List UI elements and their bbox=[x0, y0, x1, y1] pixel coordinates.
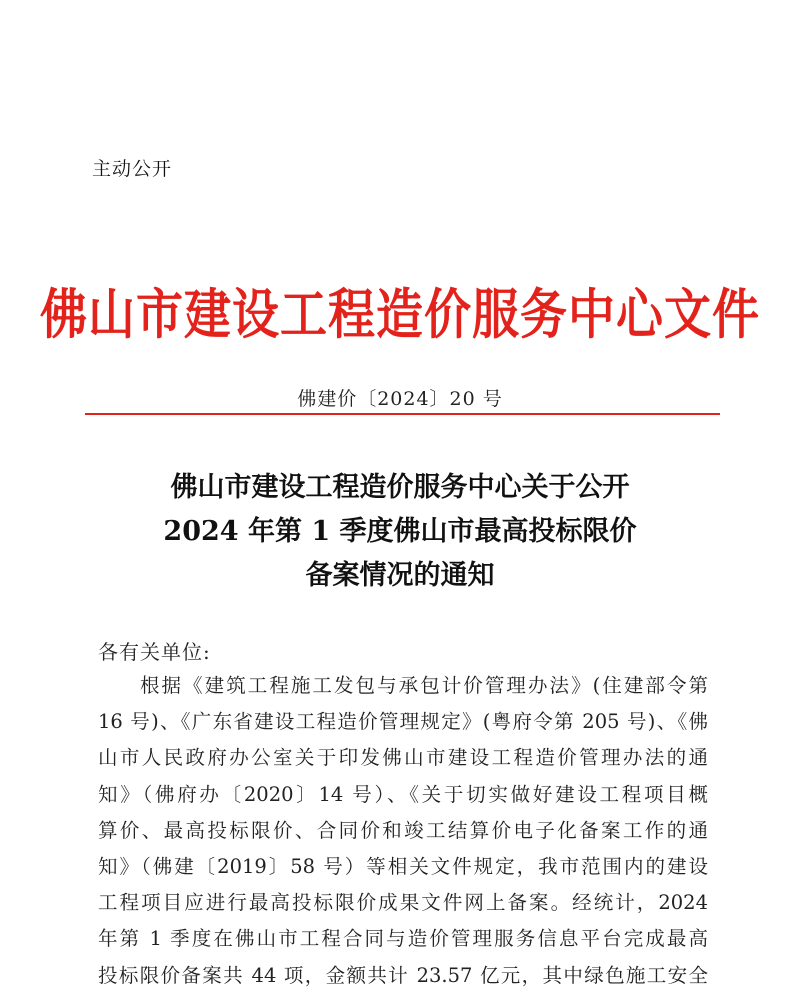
disclosure-label: 主动公开 bbox=[92, 158, 173, 180]
issuer-heading: 佛山市建设工程造价服务中心文件 bbox=[40, 283, 760, 347]
red-divider-line bbox=[85, 413, 720, 415]
notice-title-line: 佛山市建设工程造价服务中心关于公开 bbox=[170, 472, 630, 503]
notice-title-line: 2024 年第 1 季度佛山市最高投标限价 bbox=[163, 516, 637, 547]
body-line: 16 号)、《广东省建设工程造价管理规定》(粤府令第 205 号)、《佛 bbox=[98, 710, 708, 734]
body-line: 知》（佛府办〔2020〕14 号）、《关于切实做好建设工程项目概 bbox=[98, 782, 708, 806]
body-text bbox=[98, 668, 708, 994]
body-line: 山市人民政府办公室关于印发佛山市建设工程造价管理办法的通 bbox=[98, 746, 708, 770]
notice-title-line: 备案情况的通知 bbox=[305, 560, 495, 591]
body-line: 知》（佛建〔2019〕58 号）等相关文件规定，我市范围内的建设 bbox=[98, 854, 708, 878]
body-line: 投标限价备案共 44 项，金额共计 23.57 亿元，其中绿色施工安全 bbox=[98, 963, 708, 987]
document-number: 佛建价〔2024〕20 号 bbox=[297, 388, 503, 410]
body-line: 算价、最高投标限价、合同价和竣工结算价电子化备案工作的通 bbox=[98, 818, 708, 842]
salutation: 各有关单位: bbox=[98, 640, 211, 664]
body-line: 工程项目应进行最高投标限价成果文件网上备案。经统计，2024 bbox=[98, 891, 708, 915]
body-line: 年第 1 季度在佛山市工程合同与造价管理服务信息平台完成最高 bbox=[98, 927, 708, 951]
body-line: 根据《建筑工程施工发包与承包计价管理办法》(住建部令第 bbox=[140, 674, 708, 697]
notice-title bbox=[0, 466, 800, 598]
